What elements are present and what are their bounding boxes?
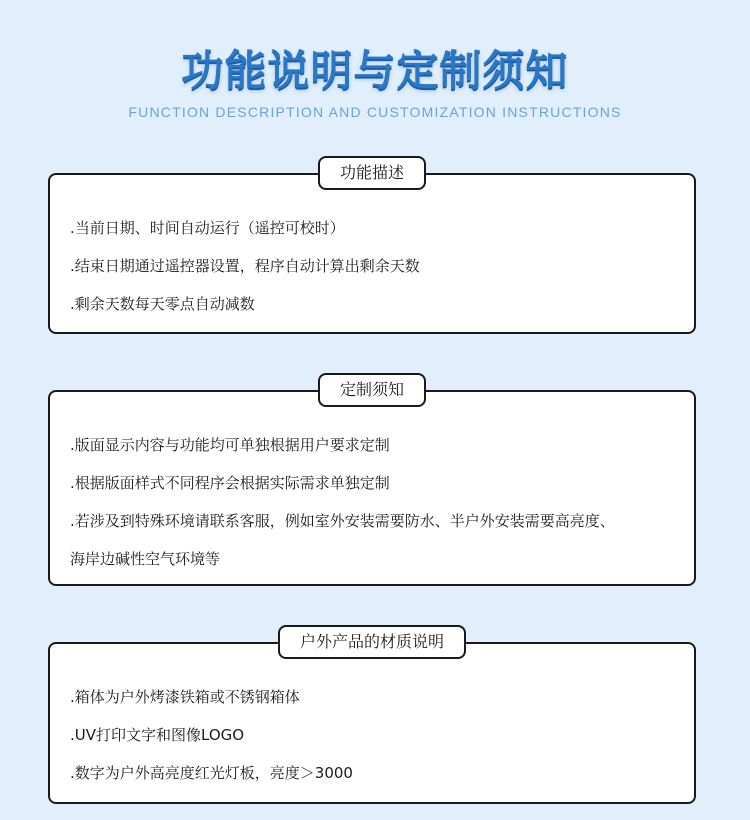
list-item: .若涉及到特殊环境请联系客服，例如室外安装需要防水、半户外安装需要高亮度、	[70, 512, 615, 530]
section-tab-label: 定制须知	[318, 373, 426, 407]
list-item: .UV打印文字和图像LOGO	[70, 726, 245, 744]
page-title: 功能说明与定制须知	[181, 46, 569, 95]
item-list	[70, 426, 680, 578]
list-item: .结束日期通过遥控器设置，程序自动计算出剩余天数	[70, 257, 420, 275]
page-header	[0, 0, 750, 140]
section-customization-notes	[48, 380, 696, 586]
list-item: 海岸边碱性空气环境等	[70, 550, 221, 568]
list-item: .当前日期、时间自动运行（遥控可校时）	[70, 219, 345, 237]
section-tab-label: 户外产品的材质说明	[278, 625, 466, 659]
list-item: .箱体为户外烤漆铁箱或不锈钢箱体	[70, 688, 300, 706]
section-tab-label: 功能描述	[318, 156, 426, 190]
list-item: .数字为户外高亮度红光灯板，亮度＞3000	[70, 764, 353, 782]
section-function-description	[48, 163, 696, 334]
list-item: .根据版面样式不同程序会根据实际需求单独定制	[70, 474, 390, 492]
section-outdoor-material	[48, 632, 696, 804]
item-list	[70, 678, 680, 792]
item-list	[70, 209, 680, 323]
page-subtitle: FUNCTION DESCRIPTION AND CUSTOMIZATION INSTRUCTIONS	[128, 104, 622, 120]
list-item: .版面显示内容与功能均可单独根据用户要求定制	[70, 436, 390, 454]
list-item: .剩余天数每天零点自动减数	[70, 295, 255, 313]
